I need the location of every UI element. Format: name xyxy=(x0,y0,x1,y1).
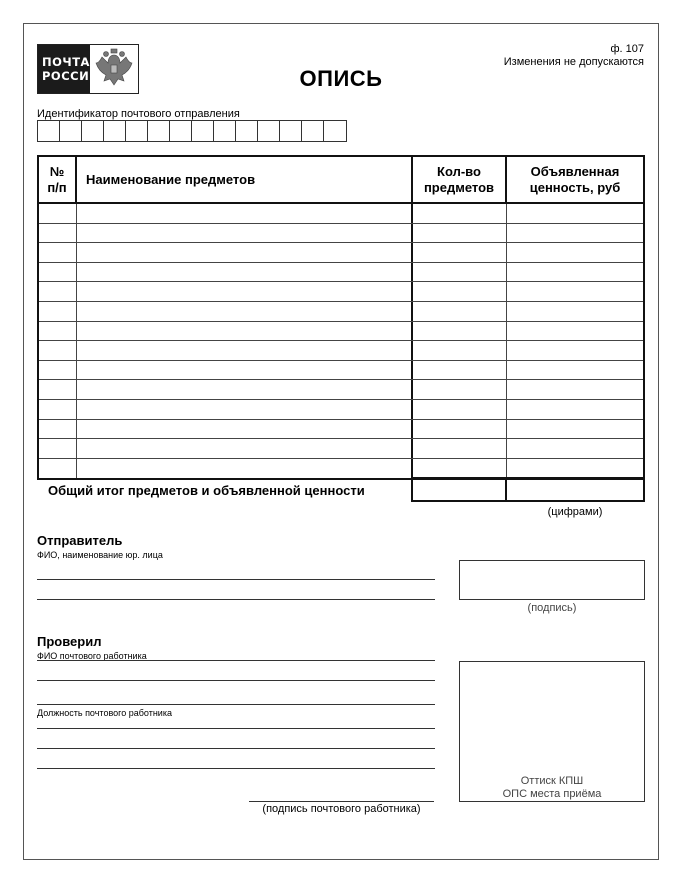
total-value-field[interactable] xyxy=(505,477,645,502)
cell-quantity[interactable] xyxy=(413,361,507,380)
cell-quantity[interactable] xyxy=(413,282,507,301)
table-header xyxy=(39,157,643,204)
identifier-boxes[interactable] xyxy=(37,120,347,142)
identifier-digit-box[interactable] xyxy=(258,121,280,141)
identifier-digit-box[interactable] xyxy=(82,121,104,141)
identifier-digit-box[interactable] xyxy=(148,121,170,141)
cell-value[interactable] xyxy=(507,243,643,262)
cell-name[interactable] xyxy=(77,302,413,321)
stamp-caption-line-1: Оттиск КПШ xyxy=(520,775,584,787)
worker-name-line-2[interactable] xyxy=(37,680,435,681)
cell-name[interactable] xyxy=(77,243,413,262)
cell-number[interactable] xyxy=(39,420,77,439)
cell-name[interactable] xyxy=(77,341,413,360)
digits-note: (цифрами) xyxy=(547,506,603,518)
total-label: Общий итог предметов и объявленной ценности xyxy=(48,483,365,498)
cell-name[interactable] xyxy=(77,263,413,282)
cell-name[interactable] xyxy=(77,380,413,399)
cell-value[interactable] xyxy=(507,302,643,321)
header-number xyxy=(39,157,77,202)
header-number-line-1: № xyxy=(49,163,65,179)
items-table xyxy=(37,155,645,480)
sender-subtitle: ФИО, наименование юр. лица xyxy=(37,550,163,560)
worker-position-line-3[interactable] xyxy=(37,768,435,769)
table-row xyxy=(39,459,643,479)
cell-quantity[interactable] xyxy=(413,243,507,262)
cell-number[interactable] xyxy=(39,243,77,262)
table-row xyxy=(39,224,643,244)
cell-quantity[interactable] xyxy=(413,439,507,458)
worker-name-label: ФИО почтового работника xyxy=(37,651,147,661)
header-name: Наименование предметов xyxy=(77,157,413,202)
worker-position-line-1[interactable] xyxy=(37,728,435,729)
cell-quantity[interactable] xyxy=(413,459,507,479)
sender-signature-caption: (подпись) xyxy=(527,602,577,614)
table-row xyxy=(39,420,643,440)
identifier-digit-box[interactable] xyxy=(214,121,236,141)
worker-signature-caption: (подпись почтового работника) xyxy=(262,803,421,815)
total-quantity-field[interactable] xyxy=(411,477,507,502)
cell-number[interactable] xyxy=(39,224,77,243)
cell-quantity[interactable] xyxy=(413,322,507,341)
table-row xyxy=(39,361,643,381)
cell-value[interactable] xyxy=(507,263,643,282)
worker-name-line-3[interactable] xyxy=(37,704,435,705)
header-quantity xyxy=(413,157,507,202)
cell-name[interactable] xyxy=(77,322,413,341)
cell-quantity[interactable] xyxy=(413,341,507,360)
cell-number[interactable] xyxy=(39,302,77,321)
sender-signature-box[interactable] xyxy=(459,560,645,600)
cell-quantity[interactable] xyxy=(413,302,507,321)
cell-value[interactable] xyxy=(507,341,643,360)
table-row xyxy=(39,439,643,459)
cell-number[interactable] xyxy=(39,263,77,282)
identifier-digit-box[interactable] xyxy=(104,121,126,141)
cell-quantity[interactable] xyxy=(413,420,507,439)
table-row xyxy=(39,302,643,322)
header-value-line-1: Объявленная xyxy=(530,163,620,179)
table-row xyxy=(39,263,643,283)
cell-number[interactable] xyxy=(39,282,77,301)
table-row xyxy=(39,322,643,342)
identifier-digit-box[interactable] xyxy=(192,121,214,141)
form-note: Изменения не допускаются xyxy=(503,56,644,68)
table-row xyxy=(39,341,643,361)
sender-line-2[interactable] xyxy=(37,599,435,600)
header-number-line-2: п/п xyxy=(47,179,67,195)
cell-value[interactable] xyxy=(507,224,643,243)
cell-value[interactable] xyxy=(507,361,643,380)
logo-line-2: РОССИИ xyxy=(42,69,100,83)
cell-name[interactable] xyxy=(77,224,413,243)
cell-value[interactable] xyxy=(507,322,643,341)
cell-number[interactable] xyxy=(39,204,77,223)
cell-quantity[interactable] xyxy=(413,263,507,282)
cell-value[interactable] xyxy=(507,420,643,439)
cell-value[interactable] xyxy=(507,439,643,458)
sender-title: Отправитель xyxy=(37,533,123,548)
cell-name[interactable] xyxy=(77,420,413,439)
identifier-digit-box[interactable] xyxy=(60,121,82,141)
cell-quantity[interactable] xyxy=(413,400,507,419)
table-body xyxy=(39,204,643,478)
cell-quantity[interactable] xyxy=(413,224,507,243)
identifier-digit-box[interactable] xyxy=(236,121,258,141)
identifier-label: Идентификатор почтового отправления xyxy=(37,108,240,120)
identifier-digit-box[interactable] xyxy=(324,121,346,141)
form-code: ф. 107 xyxy=(610,43,644,55)
worker-position-line-2[interactable] xyxy=(37,748,435,749)
header-quantity-line-1: Кол-во xyxy=(437,163,481,179)
logo-line-1: ПОЧТА xyxy=(42,55,90,69)
identifier-digit-box[interactable] xyxy=(38,121,60,141)
cell-name[interactable] xyxy=(77,400,413,419)
table-row xyxy=(39,204,643,224)
table-row xyxy=(39,400,643,420)
cell-quantity[interactable] xyxy=(413,204,507,223)
identifier-digit-box[interactable] xyxy=(280,121,302,141)
worker-signature-line[interactable] xyxy=(249,801,434,802)
table-row xyxy=(39,380,643,400)
cell-quantity[interactable] xyxy=(413,380,507,399)
identifier-digit-box[interactable] xyxy=(126,121,148,141)
cell-value[interactable] xyxy=(507,459,643,479)
table-row xyxy=(39,243,643,263)
cell-value[interactable] xyxy=(507,204,643,223)
cell-name[interactable] xyxy=(77,459,413,479)
cell-value[interactable] xyxy=(507,282,643,301)
identifier-digit-box[interactable] xyxy=(170,121,192,141)
worker-position-label: Должность почтового работника xyxy=(37,708,172,718)
checked-title: Проверил xyxy=(37,634,102,649)
page-title: ОПИСЬ xyxy=(299,66,383,91)
table-row xyxy=(39,282,643,302)
sender-line-1[interactable] xyxy=(37,579,435,580)
cell-number[interactable] xyxy=(39,400,77,419)
header-value xyxy=(507,157,643,202)
identifier-digit-box[interactable] xyxy=(302,121,324,141)
cell-number[interactable] xyxy=(39,322,77,341)
cell-value[interactable] xyxy=(507,400,643,419)
header-value-line-2: ценность, руб xyxy=(529,179,621,195)
cell-name[interactable] xyxy=(77,439,413,458)
cell-name[interactable] xyxy=(77,361,413,380)
stamp-caption-line-2: ОПС места приёма xyxy=(502,788,602,800)
cell-number[interactable] xyxy=(39,341,77,360)
cell-name[interactable] xyxy=(77,282,413,301)
cell-number[interactable] xyxy=(39,439,77,458)
cell-number[interactable] xyxy=(39,459,77,479)
cell-value[interactable] xyxy=(507,380,643,399)
cell-number[interactable] xyxy=(39,380,77,399)
worker-name-line-1[interactable] xyxy=(37,660,435,661)
header-quantity-line-2: предметов xyxy=(423,179,495,195)
cell-number[interactable] xyxy=(39,361,77,380)
cell-name[interactable] xyxy=(77,204,413,223)
